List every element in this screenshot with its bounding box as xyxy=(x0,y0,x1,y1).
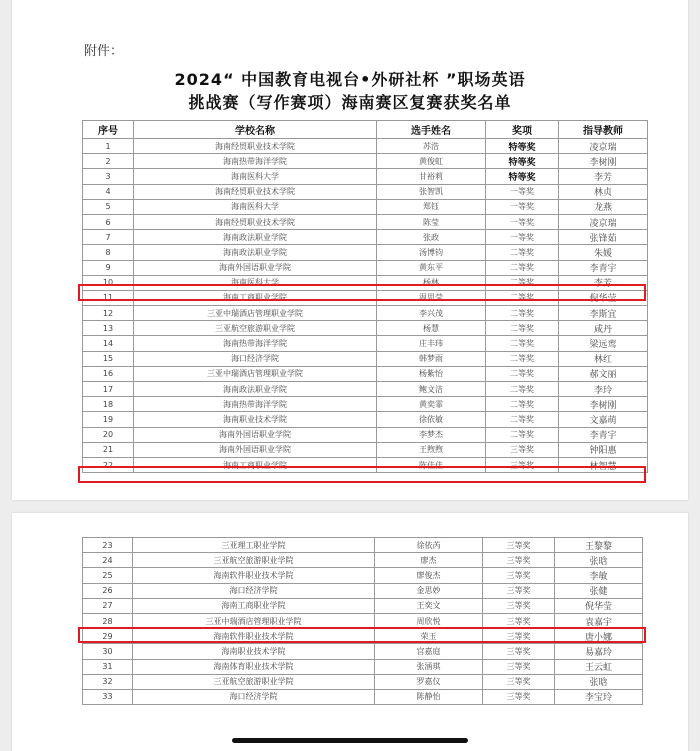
cell-number: 24 xyxy=(83,553,133,568)
cell-school: 海南工商职业学院 xyxy=(134,457,377,472)
cell-award: 三等奖 xyxy=(483,598,555,613)
header-award: 奖项 xyxy=(486,121,559,139)
cell-teacher: 易嘉玲 xyxy=(555,644,643,659)
table-row xyxy=(83,214,648,229)
cell-school: 三亚中瑞酒店管理职业学院 xyxy=(134,306,377,321)
cell-contestant: 韩梦雨 xyxy=(377,351,486,366)
cell-number: 26 xyxy=(83,583,133,598)
cell-school: 海南工商职业学院 xyxy=(133,598,375,613)
cell-contestant: 廖俊杰 xyxy=(375,568,483,583)
table-row xyxy=(83,275,648,290)
cell-contestant: 温思莹 xyxy=(377,290,486,305)
cell-number: 23 xyxy=(83,538,133,553)
cell-contestant: 黄俊虹 xyxy=(377,154,486,169)
cell-award: 二等奖 xyxy=(486,245,559,260)
cell-contestant: 杨林 xyxy=(377,275,486,290)
cell-school: 三亚中瑞酒店管理职业学院 xyxy=(134,366,377,381)
cell-award: 二等奖 xyxy=(486,366,559,381)
cell-award: 二等奖 xyxy=(486,321,559,336)
cell-award: 二等奖 xyxy=(486,351,559,366)
cell-teacher: 文嘉萌 xyxy=(559,412,648,427)
cell-school: 海南经贸职业技术学院 xyxy=(134,139,377,154)
cell-school: 海南热带海洋学院 xyxy=(134,154,377,169)
cell-award: 一等奖 xyxy=(486,214,559,229)
table-row xyxy=(83,442,648,457)
cell-award: 特等奖 xyxy=(486,169,559,184)
cell-number: 2 xyxy=(83,154,134,169)
cell-teacher: 王黎黎 xyxy=(555,538,643,553)
cell-award: 二等奖 xyxy=(486,275,559,290)
cell-teacher: 倪华莹 xyxy=(559,290,648,305)
cell-award: 二等奖 xyxy=(486,397,559,412)
table-row xyxy=(83,644,643,659)
cell-teacher: 李树刚 xyxy=(559,397,648,412)
cell-contestant: 周欣悦 xyxy=(375,613,483,628)
cell-teacher: 林红 xyxy=(559,351,648,366)
cell-number: 21 xyxy=(83,442,134,457)
table-row xyxy=(83,397,648,412)
cell-award: 三等奖 xyxy=(483,644,555,659)
cell-contestant: 甘裕莉 xyxy=(377,169,486,184)
cell-number: 16 xyxy=(83,366,134,381)
cell-teacher: 张健 xyxy=(555,583,643,598)
home-indicator-bar[interactable] xyxy=(232,738,468,743)
table-row xyxy=(83,538,643,553)
table-row xyxy=(83,366,648,381)
cell-contestant: 杨慧 xyxy=(377,321,486,336)
cell-award: 三等奖 xyxy=(483,613,555,628)
cell-teacher: 李芳 xyxy=(559,275,648,290)
table-row xyxy=(83,689,643,704)
cell-school: 三亚理工职业学院 xyxy=(133,538,375,553)
cell-number: 22 xyxy=(83,457,134,472)
table-row xyxy=(83,351,648,366)
cell-school: 海南医科大学 xyxy=(134,169,377,184)
cell-teacher: 张晗 xyxy=(555,553,643,568)
cell-number: 3 xyxy=(83,169,134,184)
cell-school: 海南热带海洋学院 xyxy=(134,397,377,412)
cell-school: 海南职业技术学院 xyxy=(134,412,377,427)
cell-award: 三等奖 xyxy=(483,583,555,598)
table-row xyxy=(83,427,648,442)
table-row xyxy=(83,290,648,305)
table-row xyxy=(83,382,648,397)
table-row xyxy=(83,674,643,689)
cell-teacher: 林贞 xyxy=(559,184,648,199)
cell-teacher: 王云虹 xyxy=(555,659,643,674)
cell-contestant: 陈佳佳 xyxy=(377,457,486,472)
table-row xyxy=(83,230,648,245)
header-number: 序号 xyxy=(83,121,134,139)
cell-teacher: 咸丹 xyxy=(559,321,648,336)
table-header-row xyxy=(83,121,648,139)
cell-award: 三等奖 xyxy=(483,659,555,674)
cell-number: 9 xyxy=(83,260,134,275)
cell-contestant: 汤博钧 xyxy=(377,245,486,260)
cell-contestant: 黄东平 xyxy=(377,260,486,275)
cell-number: 8 xyxy=(83,245,134,260)
cell-school: 海南经贸职业技术学院 xyxy=(134,184,377,199)
cell-number: 11 xyxy=(83,290,134,305)
cell-teacher: 龙燕 xyxy=(559,199,648,214)
cell-school: 海南政法职业学院 xyxy=(134,382,377,397)
cell-school: 海南经贸职业技术学院 xyxy=(134,214,377,229)
cell-teacher: 张晗 xyxy=(555,674,643,689)
cell-award: 三等奖 xyxy=(483,553,555,568)
cell-school: 海南医科大学 xyxy=(134,199,377,214)
table-row xyxy=(83,568,643,583)
table-row xyxy=(83,336,648,351)
cell-school: 海南软件职业技术学院 xyxy=(133,629,375,644)
cell-number: 25 xyxy=(83,568,133,583)
document-page-1 xyxy=(12,0,688,500)
cell-award: 二等奖 xyxy=(486,427,559,442)
table-row xyxy=(83,457,648,472)
cell-teacher: 李青宇 xyxy=(559,260,648,275)
cell-teacher: 李斯宜 xyxy=(559,306,648,321)
cell-contestant: 徐依敏 xyxy=(377,412,486,427)
cell-school: 海南外国语职业学院 xyxy=(134,442,377,457)
cell-contestant: 王煦煦 xyxy=(377,442,486,457)
cell-award: 特等奖 xyxy=(486,139,559,154)
cell-school: 海南外国语职业学院 xyxy=(134,260,377,275)
cell-teacher: 倪华莹 xyxy=(555,598,643,613)
cell-contestant: 荣玉 xyxy=(375,629,483,644)
cell-contestant: 庄丰玮 xyxy=(377,336,486,351)
header-school: 学校名称 xyxy=(134,121,377,139)
cell-contestant: 张政 xyxy=(377,230,486,245)
cell-contestant: 金思妙 xyxy=(375,583,483,598)
cell-teacher: 李玲 xyxy=(559,382,648,397)
cell-award: 三等奖 xyxy=(483,674,555,689)
cell-award: 二等奖 xyxy=(486,306,559,321)
cell-number: 19 xyxy=(83,412,134,427)
cell-number: 5 xyxy=(83,199,134,214)
cell-number: 10 xyxy=(83,275,134,290)
cell-teacher: 钟阳惠 xyxy=(559,442,648,457)
cell-number: 14 xyxy=(83,336,134,351)
table-row xyxy=(83,184,648,199)
cell-teacher: 朱媛 xyxy=(559,245,648,260)
table-row xyxy=(83,583,643,598)
cell-school: 海口经济学院 xyxy=(133,689,375,704)
cell-number: 20 xyxy=(83,427,134,442)
document-title-line-1: 2024“ 中国教育电视台•外研社杯 ”职场英语 xyxy=(174,70,526,89)
cell-award: 二等奖 xyxy=(486,412,559,427)
document-title-line-2: 挑战赛（写作赛项）海南赛区复赛获奖名单 xyxy=(188,93,512,112)
cell-teacher: 凌京瑞 xyxy=(559,214,648,229)
cell-number: 17 xyxy=(83,382,134,397)
cell-award: 三等奖 xyxy=(486,457,559,472)
cell-number: 27 xyxy=(83,598,133,613)
cell-award: 一等奖 xyxy=(486,184,559,199)
cell-school: 海南医科大学 xyxy=(134,275,377,290)
cell-teacher: 李宝玲 xyxy=(555,689,643,704)
cell-contestant: 徐依芮 xyxy=(375,538,483,553)
header-teacher: 指导教师 xyxy=(559,121,648,139)
cell-teacher: 唐小娜 xyxy=(555,629,643,644)
cell-contestant: 陈静怡 xyxy=(375,689,483,704)
table-row xyxy=(83,412,648,427)
cell-school: 海南体育职业技术学院 xyxy=(133,659,375,674)
cell-contestant: 郑钰 xyxy=(377,199,486,214)
document-page-2 xyxy=(12,513,688,751)
cell-contestant: 杨紫怡 xyxy=(377,366,486,381)
cell-award: 三等奖 xyxy=(486,442,559,457)
cell-contestant: 宫嘉庭 xyxy=(375,644,483,659)
cell-contestant: 陈莹 xyxy=(377,214,486,229)
cell-award: 三等奖 xyxy=(483,568,555,583)
cell-contestant: 黄奕霏 xyxy=(377,397,486,412)
cell-number: 28 xyxy=(83,613,133,628)
table-row xyxy=(83,169,648,184)
cell-award: 二等奖 xyxy=(486,290,559,305)
cell-award: 一等奖 xyxy=(486,230,559,245)
attachment-label: 附件： xyxy=(84,44,124,59)
cell-number: 4 xyxy=(83,184,134,199)
cell-number: 18 xyxy=(83,397,134,412)
cell-school: 三亚航空旅游职业学院 xyxy=(133,553,375,568)
cell-teacher: 梁远鸾 xyxy=(559,336,648,351)
cell-contestant: 廖杰 xyxy=(375,553,483,568)
cell-award: 三等奖 xyxy=(483,538,555,553)
cell-contestant: 李梦杰 xyxy=(377,427,486,442)
cell-school: 海口经济学院 xyxy=(134,351,377,366)
cell-award: 一等奖 xyxy=(486,199,559,214)
cell-contestant: 张智凯 xyxy=(377,184,486,199)
table-row xyxy=(83,139,648,154)
cell-award: 三等奖 xyxy=(483,689,555,704)
cell-school: 海南政法职业学院 xyxy=(134,245,377,260)
cell-teacher: 李敏 xyxy=(555,568,643,583)
table-row xyxy=(83,629,643,644)
cell-number: 13 xyxy=(83,321,134,336)
table-row xyxy=(83,245,648,260)
cell-school: 海南热带海洋学院 xyxy=(134,336,377,351)
cell-number: 6 xyxy=(83,214,134,229)
cell-contestant: 鲍文洁 xyxy=(377,382,486,397)
cell-contestant: 李兴茂 xyxy=(377,306,486,321)
cell-school: 海南软件职业技术学院 xyxy=(133,568,375,583)
header-contestant: 选手姓名 xyxy=(377,121,486,139)
cell-number: 12 xyxy=(83,306,134,321)
cell-school: 三亚航空旅游职业学院 xyxy=(133,674,375,689)
cell-number: 30 xyxy=(83,644,133,659)
cell-number: 31 xyxy=(83,659,133,674)
table-row xyxy=(83,553,643,568)
cell-award: 二等奖 xyxy=(486,382,559,397)
cell-number: 15 xyxy=(83,351,134,366)
cell-contestant: 王奕文 xyxy=(375,598,483,613)
cell-school: 海南职业技术学院 xyxy=(133,644,375,659)
cell-award: 三等奖 xyxy=(483,629,555,644)
cell-school: 海南外国语职业学院 xyxy=(134,427,377,442)
cell-school: 海南政法职业学院 xyxy=(134,230,377,245)
cell-teacher: 袁嘉宇 xyxy=(555,613,643,628)
cell-number: 32 xyxy=(83,674,133,689)
cell-award: 特等奖 xyxy=(486,154,559,169)
cell-school: 海南工商职业学院 xyxy=(134,290,377,305)
awards-table-page-2 xyxy=(82,537,643,705)
table-row xyxy=(83,321,648,336)
cell-school: 海口经济学院 xyxy=(133,583,375,598)
table-row xyxy=(83,154,648,169)
cell-school: 三亚中瑞酒店管理职业学院 xyxy=(133,613,375,628)
awards-table-page-1 xyxy=(82,120,648,473)
cell-number: 7 xyxy=(83,230,134,245)
table-row xyxy=(83,306,648,321)
table-row xyxy=(83,613,643,628)
cell-teacher: 李树刚 xyxy=(559,154,648,169)
cell-contestant: 张涵琪 xyxy=(375,659,483,674)
cell-award: 二等奖 xyxy=(486,260,559,275)
cell-teacher: 林智慧 xyxy=(559,457,648,472)
cell-teacher: 李芳 xyxy=(559,169,648,184)
cell-number: 33 xyxy=(83,689,133,704)
cell-teacher: 郝文丽 xyxy=(559,366,648,381)
cell-teacher: 李青宇 xyxy=(559,427,648,442)
cell-school: 三亚航空旅游职业学院 xyxy=(134,321,377,336)
cell-teacher: 张锋茹 xyxy=(559,230,648,245)
table-row xyxy=(83,199,648,214)
cell-number: 1 xyxy=(83,139,134,154)
table-row xyxy=(83,659,643,674)
table-row xyxy=(83,260,648,275)
cell-contestant: 苏浩 xyxy=(377,139,486,154)
cell-number: 29 xyxy=(83,629,133,644)
cell-teacher: 凌京瑞 xyxy=(559,139,648,154)
cell-contestant: 罗嘉仪 xyxy=(375,674,483,689)
cell-award: 二等奖 xyxy=(486,336,559,351)
table-row xyxy=(83,598,643,613)
